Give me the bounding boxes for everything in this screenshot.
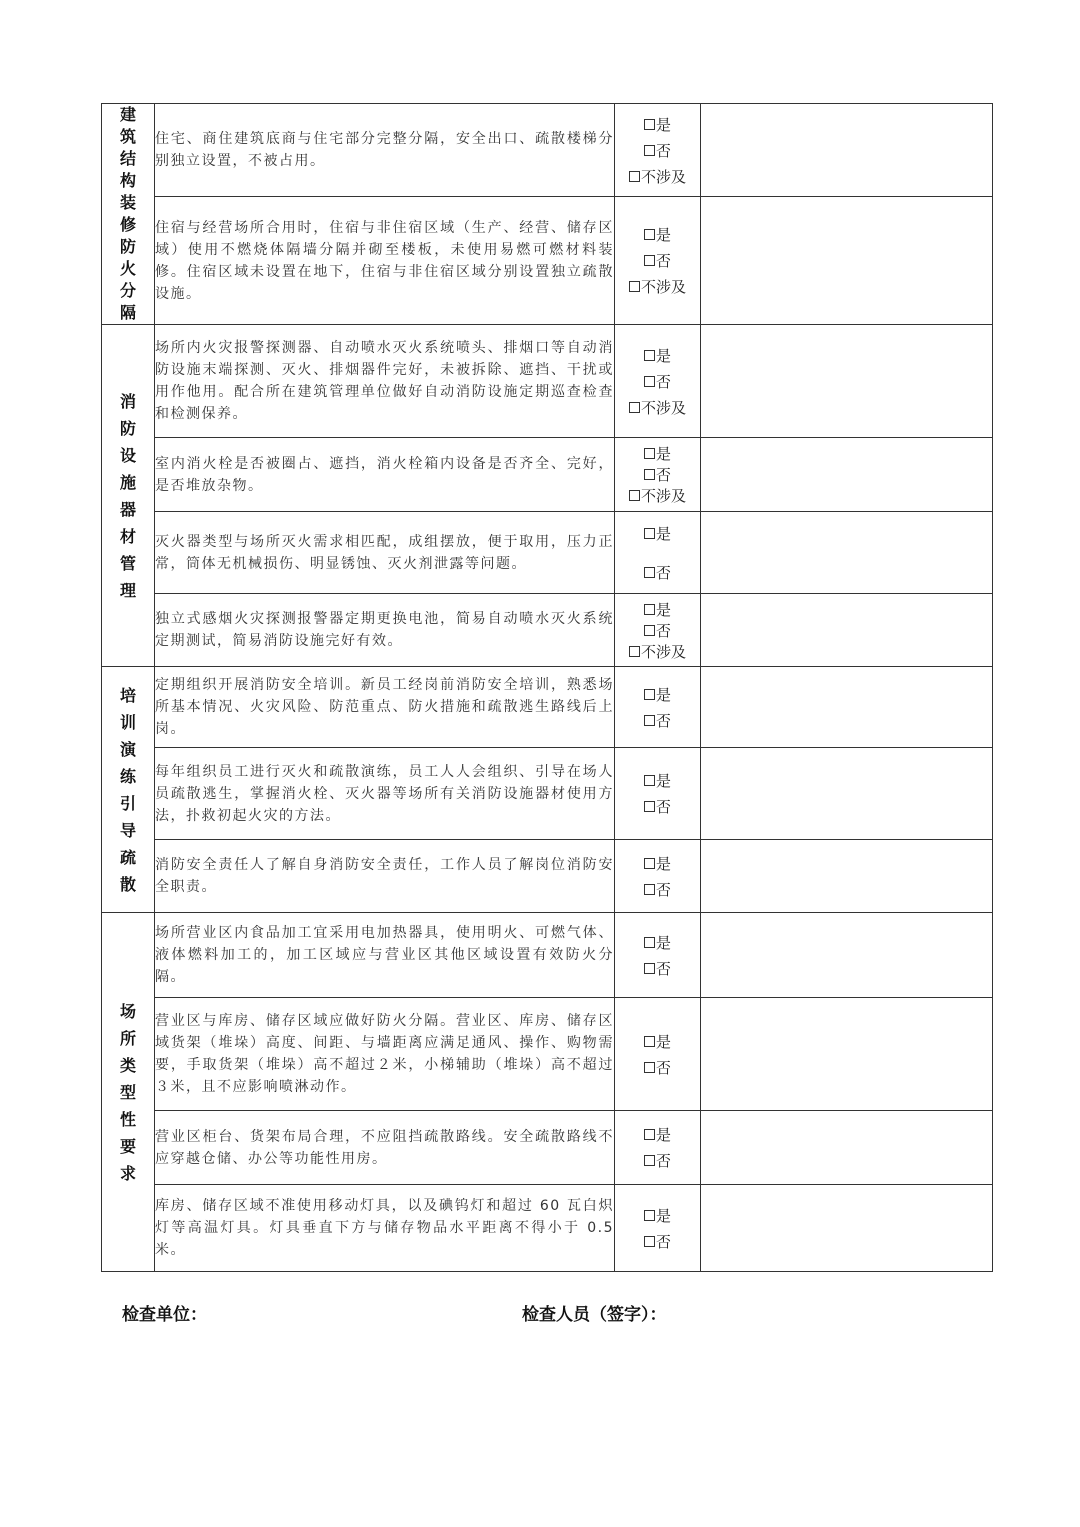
category-cell bbox=[102, 913, 155, 1272]
checkbox[interactable] bbox=[644, 775, 655, 786]
checkbox[interactable] bbox=[644, 1210, 655, 1221]
table-row bbox=[102, 438, 993, 512]
inspector-signature-label: 检查人员（签字）： bbox=[522, 1305, 667, 1325]
option-label: 否 bbox=[655, 1058, 671, 1077]
check-options-cell bbox=[615, 913, 701, 998]
remarks-cell[interactable] bbox=[701, 667, 993, 748]
check-options-cell bbox=[615, 438, 701, 512]
check-options-cell bbox=[615, 748, 701, 840]
option-label: 是 bbox=[655, 854, 671, 873]
option-no[interactable] bbox=[644, 1231, 671, 1252]
table-row bbox=[102, 197, 993, 325]
check-options-cell bbox=[615, 998, 701, 1111]
check-item-description: 每年组织员工进行灭火和疏散演练，员工人人会组织、引导在场人员疏散逃生，掌握消火栓、灭火器等场所有关消防设施器材使用方法，扑救初起火灾的方法。 bbox=[155, 748, 615, 840]
option-label: 是 bbox=[655, 346, 671, 365]
checkbox[interactable] bbox=[629, 402, 640, 413]
option-yes[interactable] bbox=[644, 224, 671, 245]
table-row bbox=[102, 325, 993, 438]
checkbox[interactable] bbox=[644, 1036, 655, 1047]
option-label: 否 bbox=[655, 1152, 671, 1170]
option-yes[interactable] bbox=[644, 345, 671, 366]
option-label: 否 bbox=[655, 141, 671, 160]
option-label: 是 bbox=[655, 1206, 671, 1225]
option-label: 否 bbox=[655, 711, 671, 730]
option-na[interactable] bbox=[629, 397, 686, 418]
checkbox[interactable] bbox=[644, 350, 655, 361]
check-item-description: 消防安全责任人了解自身消防安全责任，工作人员了解岗位消防安全职责。 bbox=[155, 840, 615, 913]
option-label: 否 bbox=[655, 372, 671, 391]
option-label: 否 bbox=[655, 959, 671, 978]
option-label: 是 bbox=[655, 445, 671, 463]
remarks-cell[interactable] bbox=[701, 998, 993, 1111]
check-options-cell bbox=[615, 325, 701, 438]
option-label: 不涉及 bbox=[640, 398, 686, 417]
table-row bbox=[102, 998, 993, 1111]
option-label: 不涉及 bbox=[640, 642, 686, 661]
category-cell bbox=[102, 104, 155, 325]
checkbox[interactable] bbox=[644, 1129, 655, 1140]
checkbox[interactable] bbox=[644, 229, 655, 240]
check-options-cell bbox=[615, 667, 701, 748]
option-label: 是 bbox=[655, 772, 671, 790]
category-label: 建筑结构装修防火分隔 bbox=[119, 105, 136, 322]
option-yes[interactable] bbox=[644, 932, 671, 953]
option-label: 不涉及 bbox=[640, 487, 686, 505]
check-item-description: 营业区柜台、货架布局合理，不应阻挡疏散路线。安全疏散路线不应穿越仓储、办公等功能性用房。 bbox=[155, 1111, 615, 1185]
remarks-cell[interactable] bbox=[701, 1111, 993, 1185]
inspection-unit-label: 检查单位： bbox=[122, 1305, 207, 1325]
option-label: 否 bbox=[655, 252, 671, 270]
check-item-description: 室内消火栓是否被圈占、遮挡，消火栓箱内设备是否齐全、完好，是否堆放杂物。 bbox=[155, 438, 615, 512]
table-row bbox=[102, 512, 993, 594]
option-no[interactable] bbox=[644, 710, 671, 731]
checkbox[interactable] bbox=[644, 604, 655, 615]
option-yes[interactable] bbox=[644, 114, 671, 135]
option-label: 是 bbox=[655, 524, 671, 543]
option-no[interactable] bbox=[644, 464, 671, 485]
option-no[interactable] bbox=[644, 879, 671, 900]
option-label: 是 bbox=[655, 226, 671, 244]
remarks-cell[interactable] bbox=[701, 1185, 993, 1272]
check-options-cell bbox=[615, 594, 701, 667]
check-item-description: 住宿与经营场所合用时，住宿与非住宿区域（生产、经营、储存区域）使用不燃烧体隔墙分隔并砌至楼板，未使用易燃可燃材料装修。住宿区域未设置在地下，住宿与非住宿区域分别设置独立疏散设施。 bbox=[155, 197, 615, 325]
remarks-cell[interactable] bbox=[701, 748, 993, 840]
table-row bbox=[102, 748, 993, 840]
option-label: 否 bbox=[655, 880, 671, 899]
category-label: 场所类型性要求 bbox=[119, 1001, 136, 1183]
option-no[interactable] bbox=[644, 1150, 671, 1171]
option-label: 是 bbox=[655, 600, 671, 619]
checkbox[interactable] bbox=[644, 1155, 655, 1166]
inspection-table bbox=[101, 103, 993, 1272]
option-label: 不涉及 bbox=[640, 278, 686, 296]
option-label: 是 bbox=[655, 685, 671, 704]
option-na[interactable] bbox=[629, 276, 686, 297]
checkbox[interactable] bbox=[644, 255, 655, 266]
check-options-cell bbox=[615, 840, 701, 913]
check-options-cell bbox=[615, 1111, 701, 1185]
option-yes[interactable] bbox=[644, 443, 671, 464]
option-label: 否 bbox=[655, 1232, 671, 1251]
checkbox[interactable] bbox=[629, 171, 640, 182]
checkbox[interactable] bbox=[629, 281, 640, 292]
option-yes[interactable] bbox=[644, 853, 671, 874]
checkbox[interactable] bbox=[644, 448, 655, 459]
checkbox[interactable] bbox=[644, 567, 655, 578]
checkbox[interactable] bbox=[629, 646, 640, 657]
category-label: 消防设施器材管理 bbox=[119, 391, 136, 600]
table-row bbox=[102, 1185, 993, 1272]
check-item-description: 库房、储存区域不准使用移动灯具，以及碘钨灯和超过 60 瓦白炽灯等高温灯具。灯具垂直下方与储存物品水平距离不得小于 0.5 米。 bbox=[155, 1185, 615, 1272]
check-item-description: 灭火器类型与场所灭火需求相匹配，成组摆放，便于取用，压力正常，筒体无机械损伤、明显锈蚀、灭火剂泄露等问题。 bbox=[155, 512, 615, 594]
option-na[interactable] bbox=[629, 485, 686, 506]
check-options-cell bbox=[615, 197, 701, 325]
checkbox[interactable] bbox=[629, 490, 640, 501]
checkbox[interactable] bbox=[644, 937, 655, 948]
option-no[interactable] bbox=[644, 796, 671, 817]
remarks-cell[interactable] bbox=[701, 913, 993, 998]
option-yes[interactable] bbox=[644, 1205, 671, 1226]
checkbox[interactable] bbox=[644, 469, 655, 480]
option-yes[interactable] bbox=[644, 599, 671, 620]
option-no[interactable] bbox=[644, 140, 671, 161]
remarks-cell[interactable] bbox=[701, 594, 993, 667]
checkbox[interactable] bbox=[644, 689, 655, 700]
checkbox[interactable] bbox=[644, 528, 655, 539]
option-label: 是 bbox=[655, 933, 671, 952]
table-row bbox=[102, 104, 993, 197]
checkbox[interactable] bbox=[644, 625, 655, 636]
option-label: 否 bbox=[655, 563, 671, 582]
option-no[interactable] bbox=[644, 371, 671, 392]
table-row bbox=[102, 594, 993, 667]
remarks-cell[interactable] bbox=[701, 325, 993, 438]
table-row bbox=[102, 840, 993, 913]
option-yes[interactable] bbox=[644, 1124, 671, 1145]
remarks-cell[interactable] bbox=[701, 104, 993, 197]
remarks-cell[interactable] bbox=[701, 438, 993, 512]
checkbox[interactable] bbox=[644, 884, 655, 895]
option-no[interactable] bbox=[644, 620, 671, 641]
option-yes[interactable] bbox=[644, 1031, 671, 1052]
option-na[interactable] bbox=[629, 166, 686, 187]
checkbox[interactable] bbox=[644, 963, 655, 974]
option-label: 否 bbox=[655, 466, 671, 484]
category-cell bbox=[102, 667, 155, 913]
check-item-description: 场所内火灾报警探测器、自动喷水灭火系统喷头、排烟口等自动消防设施末端探测、灭火、排烟器件完好，未被拆除、遮挡、干扰或用作他用。配合所在建筑管理单位做好自动消防设施定期巡查检查和检测保养。 bbox=[155, 325, 615, 438]
checkbox[interactable] bbox=[644, 1236, 655, 1247]
option-na[interactable] bbox=[629, 641, 686, 662]
category-label: 培训演练引导疏散 bbox=[119, 685, 136, 894]
checkbox[interactable] bbox=[644, 715, 655, 726]
checkbox[interactable] bbox=[644, 376, 655, 387]
option-label: 不涉及 bbox=[640, 167, 686, 186]
check-options-cell bbox=[615, 1185, 701, 1272]
checkbox[interactable] bbox=[644, 1062, 655, 1073]
check-options-cell bbox=[615, 512, 701, 594]
check-item-description: 住宅、商住建筑底商与住宅部分完整分隔，安全出口、疏散楼梯分别独立设置，不被占用。 bbox=[155, 104, 615, 197]
option-label: 是 bbox=[655, 1126, 671, 1144]
table-row bbox=[102, 913, 993, 998]
option-yes[interactable] bbox=[644, 684, 671, 705]
option-no[interactable] bbox=[644, 250, 671, 271]
option-no[interactable] bbox=[644, 958, 671, 979]
remarks-cell[interactable] bbox=[701, 512, 993, 594]
checkbox[interactable] bbox=[644, 145, 655, 156]
check-item-description: 定期组织开展消防安全培训。新员工经岗前消防安全培训，熟悉场所基本情况、火灾风险、防范重点、防火措施和疏散逃生路线后上岗。 bbox=[155, 667, 615, 748]
remarks-cell[interactable] bbox=[701, 840, 993, 913]
table-row bbox=[102, 1111, 993, 1185]
option-yes[interactable] bbox=[644, 523, 671, 544]
check-item-description: 独立式感烟火灾探测报警器定期更换电池，简易自动喷水灭火系统定期测试，简易消防设施完好有效。 bbox=[155, 594, 615, 667]
check-item-description: 场所营业区内食品加工宜采用电加热器具，使用明火、可燃气体、液体燃料加工的，加工区域应与营业区其他区域设置有效防火分隔。 bbox=[155, 913, 615, 998]
table-row bbox=[102, 667, 993, 748]
option-label: 否 bbox=[655, 621, 671, 640]
check-options-cell bbox=[615, 104, 701, 197]
checkbox[interactable] bbox=[644, 801, 655, 812]
category-cell bbox=[102, 325, 155, 667]
remarks-cell[interactable] bbox=[701, 197, 993, 325]
option-no[interactable] bbox=[644, 1057, 671, 1078]
option-label: 是 bbox=[655, 115, 671, 134]
option-label: 是 bbox=[655, 1032, 671, 1051]
option-label: 否 bbox=[655, 798, 671, 816]
option-no[interactable] bbox=[644, 562, 671, 583]
check-item-description: 营业区与库房、储存区域应做好防火分隔。营业区、库房、储存区域货架（堆垛）高度、间距、与墙距离应满足通风、操作、购物需要，手取货架（堆垛）高不超过２米，小梯辅助（堆垛）高不超过３米，且不应影响喷淋动作。 bbox=[155, 998, 615, 1111]
checkbox[interactable] bbox=[644, 119, 655, 130]
option-yes[interactable] bbox=[644, 770, 671, 791]
checkbox[interactable] bbox=[644, 858, 655, 869]
